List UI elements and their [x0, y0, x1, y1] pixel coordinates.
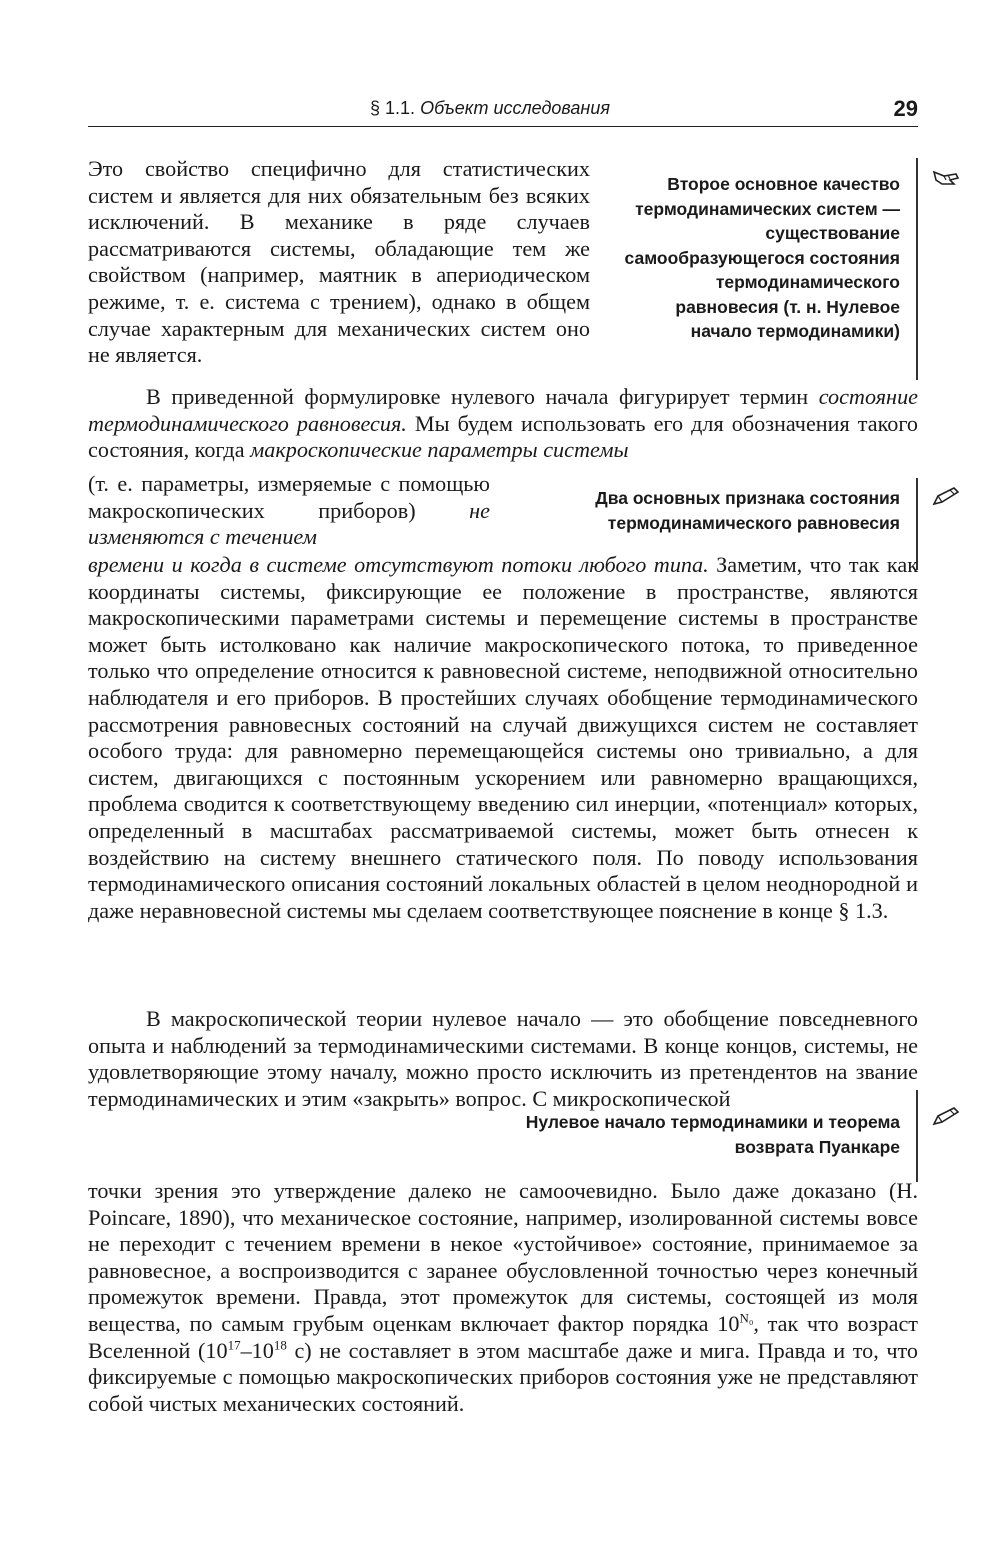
margin-note-1: Второе основное качество термодинамических систем — существование самообразующегося состояния термодинамического равновесия (т. н. Нулевое начало термодинамики) — [624, 174, 900, 341]
note-divider — [916, 1090, 918, 1182]
paragraph-1: Это свойство специфично для статистических систем и является для них обязательным без всяких исключений. В механике в ряде случаев рассматриваются системы, обладающие тем же свойством (например, маятник в апериодическом режиме, т. е. система с трением), однако в общем случае характерным для механических систем оно не является. — [88, 156, 590, 368]
running-header — [88, 98, 918, 127]
margin-note-2: Два основных признака состояния термодинамического равновесия — [595, 488, 900, 533]
pencil-icon — [930, 484, 962, 508]
paragraph-2-narrow: (т. е. параметры, измеряемые с помощью макроскопических приборов) не изменяются с течением — [88, 471, 491, 550]
page-number: 29 — [893, 96, 918, 121]
paragraph-3-cont: точки зрения это утверждение далеко не самоочевидно. Было даже доказано (H. Poincare, 1890), что механическое состояние, например, изолированной системы вовсе не переходит с течением времени в некое «устойчивое» состояние, принимаемое за равновесное, а воспроизводится с заранее обусловленной точностью через конечный промежуток времени. Правда, этот промежуток для системы, состоящей из моля вещества, по самым грубым оценкам включает фактор порядка $10^{N_0}$, так что возраст Вселенной ($10^{17}-10^{18}$ с) не составляет в этом масштабе даже и мига. Правда и то, что фиксируемые с помощью макроскопических приборов состояния уже не представляют собой чистых механических состояний. — [88, 1178, 919, 1416]
note-divider — [916, 158, 918, 380]
section-heading: § 1.1. Объект исследования — [370, 98, 610, 118]
pencil-icon — [930, 1104, 962, 1128]
paragraph-3-start: В макроскопической теории нулевое начало — это обобщение повседневного опыта и наблюдений за термодинамическими системами. В конце концов, системы, не удовлетворяющие этому началу, можно просто исключить из претендентов на звание термодинамических и этим «закрыть» вопрос. С микроскопической — [88, 1006, 918, 1111]
pointing-hand-icon — [930, 166, 962, 190]
margin-note-3: Нулевое начало термодинамики и теорема возврата Пуанкаре — [525, 1112, 900, 1157]
paragraph-2-start: В приведенной формулировке нулевого начала фигурирует термин состояние термодинамического равновесия. Мы будем использовать его для обозначения такого состояния, когда макроскопические параметры системы — [88, 384, 919, 463]
paragraph-2-cont: времени и когда в системе отсутствуют потоки любого типа. Заметим, что так как координаты системы, фиксирующие ее положение в пространстве, являются макроскопическими параметрами системы и перемещение системы в пространстве может быть истолковано как наличие макроскопического потока, то приведенное только что определение относится к равновесной системе, неподвижной относительно наблюдателя и его приборов. В простейших случаях обобщение термодинамического рассмотрения равновесных состояний на случай движущихся систем не составляет особого труда: для равномерно перемещающейся системы оно тривиально, а для систем, двигающихся с постоянным ускорением или равномерно вращающихся, проблема сводится к соответствующему введению сил инерции, «потенциал» которых, определенный в масштабах рассматриваемой системы, может быть отнесен к воздействию на систему внешнего статического поля. По поводу использования термодинамического описания состояний локальных областей в целом неоднородной и даже неравновесной системы мы сделаем соответствующее пояснение в конце § 1.3. — [88, 552, 919, 923]
